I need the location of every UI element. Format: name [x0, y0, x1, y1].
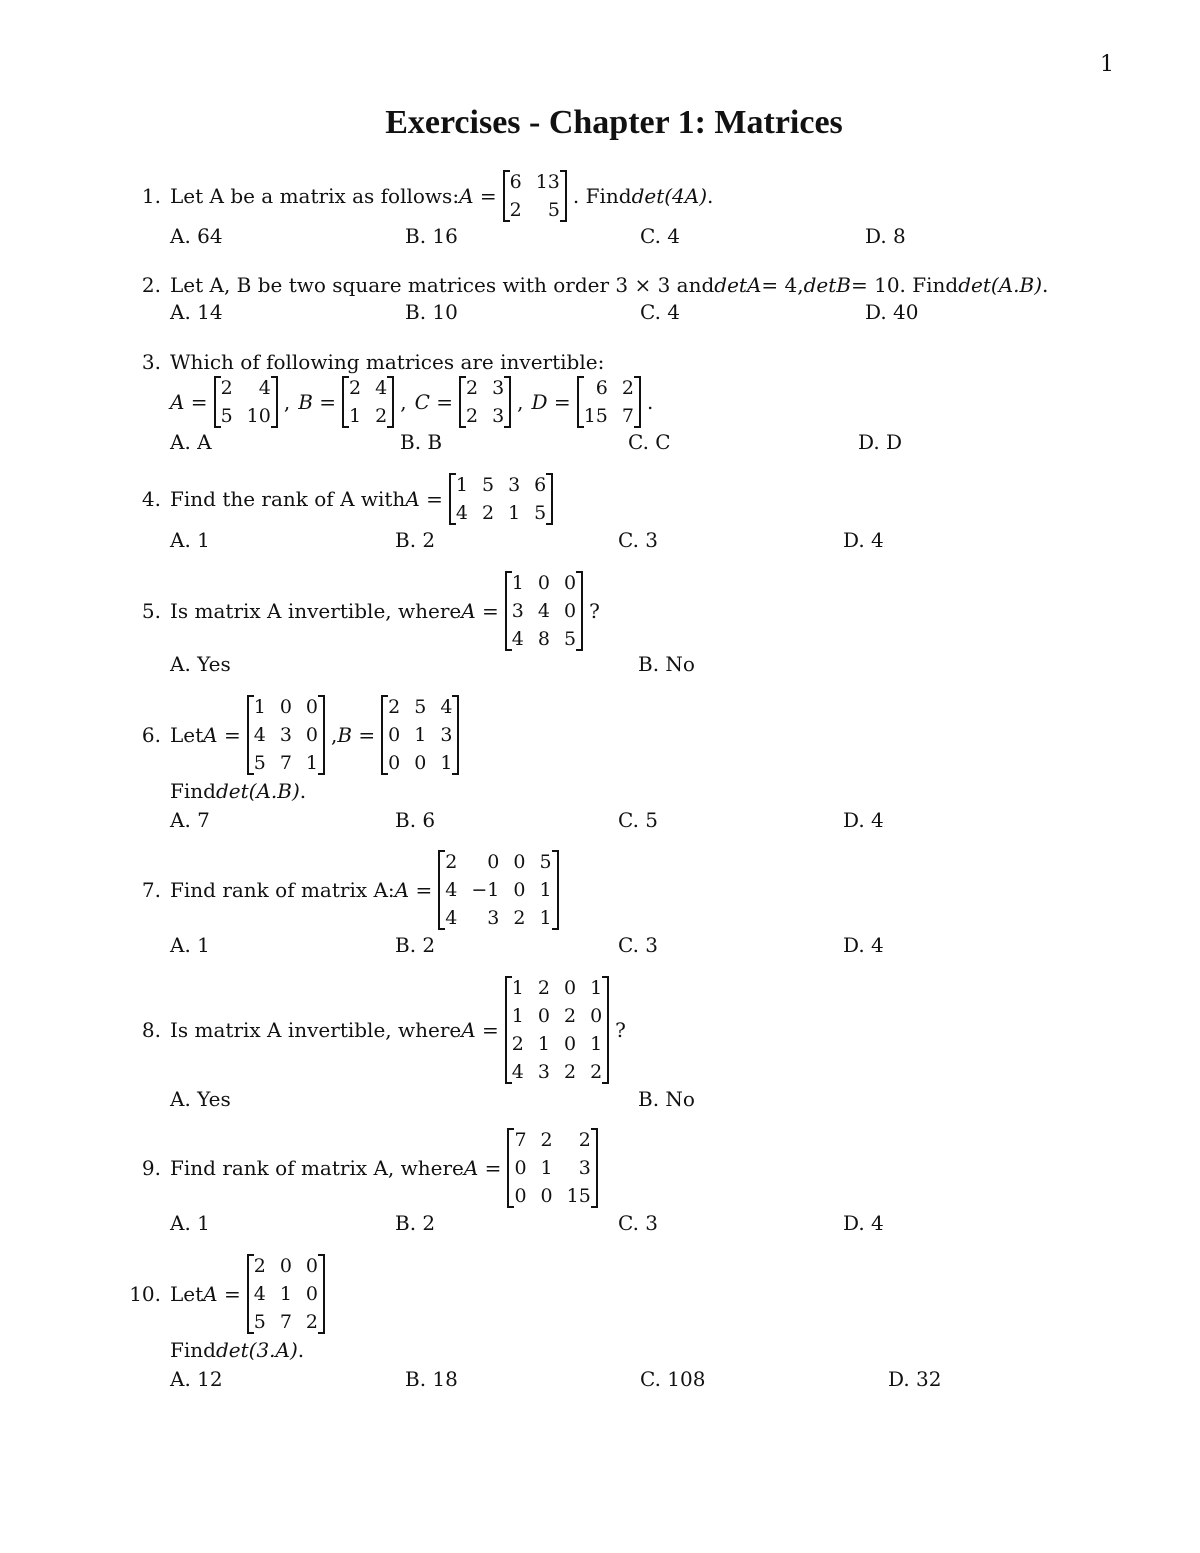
answer-option[interactable]: C. 4 [640, 300, 681, 324]
matrix-cell: 0 [279, 696, 292, 718]
matrix-cell: 1 [305, 752, 318, 774]
matrix-cell: 0 [305, 696, 318, 718]
answer-option[interactable]: A. 64 [170, 224, 223, 248]
matrix-cell: 0 [388, 752, 401, 774]
matrix-cell: 1 [511, 1005, 524, 1027]
question-text-part: . [1042, 273, 1049, 297]
math-expr: detA [714, 273, 762, 297]
answer-option[interactable]: B. 10 [405, 300, 458, 324]
matrix-cell: 7 [279, 752, 292, 774]
matrix-cell: 2 [349, 377, 362, 399]
question-text [170, 848, 565, 932]
matrix-cell: 0 [537, 1005, 550, 1027]
matrix-cell: 2 [537, 977, 550, 999]
matrix-cell: 7 [279, 1311, 292, 1333]
answer-option[interactable]: D. 8 [865, 224, 906, 248]
math-expr: detB [803, 273, 851, 297]
matrix-cell: 2 [578, 1129, 591, 1151]
matrix-cell: 5 [253, 752, 266, 774]
question-text-part: Find [170, 1338, 216, 1362]
matrix-cell: 1 [590, 977, 603, 999]
math-expr: C = [414, 390, 453, 414]
answer-option[interactable]: A. 14 [170, 300, 223, 324]
answer-option[interactable]: A. 7 [170, 808, 210, 832]
matrix-cell: 1 [540, 1157, 553, 1179]
question-number: 1. [141, 184, 161, 208]
matrix-cell: 1 [440, 752, 453, 774]
answer-option[interactable]: A. 1 [170, 1211, 210, 1235]
matrix-cell: 0 [279, 1255, 292, 1277]
question-text-part: = 10. Find [850, 273, 959, 297]
matrix-cell: 1 [508, 502, 521, 524]
matrix-cell: 2 [465, 377, 479, 399]
matrix-cell: 8 [537, 628, 550, 650]
matrix-cell: 5 [253, 1311, 266, 1333]
question-text [170, 168, 713, 224]
question-text-part: Find rank of matrix A: [170, 878, 395, 902]
question-text [170, 471, 559, 527]
matrix-cell: 2 [481, 502, 495, 524]
matrix-cell: 0 [513, 879, 526, 901]
matrix-cell: 0 [513, 851, 526, 873]
matrix [438, 848, 558, 932]
math-expr: A = [463, 1156, 502, 1180]
answer-option[interactable]: D. 4 [843, 1211, 884, 1235]
matrix-cell: 7 [514, 1129, 527, 1151]
matrix-row [170, 374, 661, 430]
question-text-part: Is matrix A invertible, where [170, 1018, 462, 1042]
math-expr: A = [203, 1282, 241, 1306]
question-text-part: Find rank of matrix A, where [170, 1156, 464, 1180]
question-text [170, 974, 626, 1086]
matrix-cell: 3 [537, 1061, 550, 1083]
matrix [459, 374, 511, 430]
question-text-part: Is matrix A invertible, where [170, 599, 462, 623]
answer-option[interactable]: C. 5 [618, 808, 659, 832]
answer-option[interactable]: A. Yes [170, 1087, 231, 1111]
matrix [505, 974, 609, 1086]
question-text-part: . [297, 1338, 305, 1362]
question-number: 5. [141, 599, 161, 623]
find-line [170, 1338, 304, 1362]
matrix-cell: 5 [481, 474, 495, 496]
math-expr: A = [461, 1018, 499, 1042]
answer-option[interactable]: D. 40 [865, 300, 919, 324]
answer-option[interactable]: C. 4 [640, 224, 681, 248]
matrix-cell: 0 [514, 1185, 527, 1207]
answer-option[interactable]: B. 18 [405, 1367, 458, 1391]
matrix-cell: 1 [590, 1033, 603, 1055]
matrix [507, 1126, 597, 1210]
math-expr: A = [459, 184, 497, 208]
matrix-cell: 2 [465, 405, 479, 427]
matrix-cell: 0 [590, 1005, 603, 1027]
matrix [342, 374, 394, 430]
matrix-cell: 2 [375, 405, 388, 427]
matrix-cell: 2 [220, 377, 233, 399]
answer-option[interactable]: A. Yes [170, 652, 231, 676]
matrix-cell: 1 [511, 977, 524, 999]
matrix-cell: 5 [534, 502, 547, 524]
matrix-cell: 4 [511, 628, 524, 650]
math-expr: B = [298, 390, 337, 414]
answer-option[interactable]: D. 4 [843, 933, 884, 957]
math-expr: det(A.B) [958, 273, 1043, 297]
matrix-cell: 4 [445, 907, 458, 929]
matrix-cell: 5 [414, 696, 427, 718]
math-expr: B = [337, 723, 376, 747]
question-number: 10. [129, 1282, 161, 1306]
matrix-cell: 1 [349, 405, 362, 427]
question-text-part: = 4, [761, 273, 804, 297]
question-text-part: Which of following matrices are invertible: [170, 350, 605, 374]
question-number: 6. [141, 723, 161, 747]
matrix-cell: 4 [511, 1061, 524, 1083]
question-text-part: . [299, 779, 307, 803]
matrix-cell: 2 [621, 377, 634, 399]
matrix-cell: 2 [563, 1061, 577, 1083]
question-number: 2. [141, 273, 161, 297]
matrix-cell: 13 [535, 171, 560, 193]
matrix-cell: 0 [540, 1185, 553, 1207]
question-text-part: . [707, 184, 714, 208]
matrix-cell: 7 [621, 405, 634, 427]
question-text [170, 350, 604, 374]
matrix-cell: 4 [253, 1283, 266, 1305]
matrix [449, 471, 553, 527]
matrix-cell: 2 [511, 1033, 524, 1055]
question-text-part: Let [170, 1282, 204, 1306]
math-expr: A = [405, 487, 443, 511]
matrix-cell: 6 [509, 171, 522, 193]
matrix-cell: 2 [445, 851, 458, 873]
answer-option[interactable]: C. C [628, 430, 671, 454]
question-text-part: . Find [572, 184, 632, 208]
math-expr: A = [203, 723, 241, 747]
question-text-part: ? [615, 1018, 626, 1042]
matrix-cell: 0 [388, 724, 401, 746]
math-expr: det(A.B) [215, 779, 300, 803]
matrix-cell: 3 [487, 907, 500, 929]
math-expr: D = [531, 390, 571, 414]
matrix [381, 693, 459, 777]
matrix-cell: 10 [246, 405, 271, 427]
answer-option[interactable]: B. B [400, 430, 443, 454]
matrix [247, 693, 325, 777]
matrix-cell: 15 [566, 1185, 591, 1207]
answer-option[interactable]: C. 3 [618, 933, 659, 957]
matrix-cell: 4 [440, 696, 453, 718]
separator: . [646, 390, 654, 414]
answer-option[interactable]: B. 2 [395, 1211, 436, 1235]
matrix-cell: 2 [388, 696, 401, 718]
question-text-part: ? [589, 599, 600, 623]
math-expr: det(3.A) [215, 1338, 298, 1362]
answer-option[interactable]: C. 3 [618, 528, 659, 552]
question-text [170, 273, 1048, 297]
page-title: Exercises - Chapter 1: Matrices [385, 104, 843, 141]
question-text [170, 1252, 331, 1336]
page-number: 1 [1100, 52, 1114, 77]
matrix-cell: 1 [253, 696, 266, 718]
matrix-cell: 3 [578, 1157, 591, 1179]
matrix-cell: 4 [445, 879, 458, 901]
question-text-part: Let A be a matrix as follows: [170, 184, 460, 208]
question-text-part: Find the rank of A with [170, 487, 406, 511]
question-text-part: Let A, B be two square matrices with order 3 × 3 and [170, 273, 715, 297]
matrix-cell: 4 [258, 377, 271, 399]
answer-option[interactable]: B. No [638, 1087, 695, 1111]
separator: , [283, 390, 291, 414]
matrix [503, 168, 567, 224]
matrix-cell: 5 [563, 628, 577, 650]
matrix-cell: 3 [440, 724, 453, 746]
question-text [170, 1126, 604, 1210]
question-number: 7. [141, 878, 161, 902]
matrix-cell: 5 [539, 851, 552, 873]
answer-option[interactable]: A. 12 [170, 1367, 223, 1391]
matrix-cell: 0 [305, 724, 318, 746]
matrix-cell: 0 [487, 851, 500, 873]
separator: , [400, 390, 407, 414]
question-text [170, 569, 600, 653]
answer-option[interactable]: A. 1 [170, 933, 210, 957]
answer-option[interactable]: D. 32 [888, 1367, 942, 1391]
matrix-cell: 3 [279, 724, 292, 746]
find-line [170, 779, 306, 803]
answer-option[interactable]: C. 108 [640, 1367, 706, 1391]
math-expr: A = [394, 878, 433, 902]
answer-option[interactable]: C. 3 [618, 1211, 659, 1235]
math-expr: A = [461, 599, 499, 623]
matrix-cell: 15 [583, 405, 608, 427]
matrix-cell: −1 [471, 879, 500, 901]
matrix-cell: 1 [539, 879, 552, 901]
matrix-cell: 2 [513, 907, 526, 929]
matrix-cell: 0 [414, 752, 427, 774]
matrix-cell: 6 [595, 377, 608, 399]
matrix-cell: 4 [253, 724, 266, 746]
matrix [214, 374, 278, 430]
matrix-cell: 1 [279, 1283, 292, 1305]
question-text [170, 693, 465, 777]
matrix [247, 1252, 325, 1336]
answer-option[interactable]: B. 6 [395, 808, 436, 832]
answer-option[interactable]: B. No [638, 652, 695, 676]
question-number: 8. [141, 1018, 161, 1042]
matrix-cell: 2 [253, 1255, 266, 1277]
matrix-cell: 0 [537, 572, 550, 594]
matrix-cell: 3 [511, 600, 524, 622]
matrix-cell: 3 [492, 405, 505, 427]
question-text-part: Let [170, 723, 204, 747]
matrix-cell: 2 [305, 1311, 318, 1333]
answer-option[interactable]: D. 4 [843, 808, 884, 832]
matrix [505, 569, 583, 653]
answer-option[interactable]: B. 2 [395, 528, 436, 552]
matrix-cell: 5 [547, 199, 560, 221]
matrix-cell: 2 [509, 199, 522, 221]
matrix [577, 374, 641, 430]
question-number: 3. [141, 350, 161, 374]
question-number: 9. [141, 1156, 161, 1180]
matrix-cell: 2 [540, 1129, 553, 1151]
answer-option[interactable]: B. 2 [395, 933, 436, 957]
matrix-cell: 4 [375, 377, 388, 399]
matrix-cell: 0 [563, 977, 577, 999]
matrix-cell: 1 [455, 474, 468, 496]
answer-option[interactable]: B. 16 [405, 224, 458, 248]
separator: , [517, 390, 524, 414]
matrix-cell: 0 [563, 600, 577, 622]
math-expr: A = [170, 390, 208, 414]
matrix-cell: 3 [492, 377, 505, 399]
question-number: 4. [141, 487, 161, 511]
matrix-cell: 0 [305, 1283, 318, 1305]
answer-option[interactable]: A. 1 [170, 528, 210, 552]
matrix-cell: 1 [539, 907, 552, 929]
matrix-cell: 1 [511, 572, 524, 594]
matrix-cell: 4 [455, 502, 468, 524]
matrix-cell: 1 [414, 724, 427, 746]
answer-option[interactable]: D. 4 [843, 528, 884, 552]
matrix-cell: 3 [508, 474, 521, 496]
matrix-cell: 1 [537, 1033, 550, 1055]
matrix-cell: 0 [563, 572, 577, 594]
matrix-cell: 6 [534, 474, 547, 496]
matrix-cell: 0 [305, 1255, 318, 1277]
question-text-part: Find [170, 779, 216, 803]
matrix-cell: 4 [537, 600, 550, 622]
matrix-cell: 2 [563, 1005, 577, 1027]
matrix-cell: 5 [220, 405, 233, 427]
math-expr: det(4A) [631, 184, 708, 208]
matrix-cell: 0 [514, 1157, 527, 1179]
matrix-cell: 0 [563, 1033, 577, 1055]
question-text-part: , [331, 723, 338, 747]
answer-option[interactable]: A. A [170, 430, 212, 454]
matrix-cell: 2 [590, 1061, 603, 1083]
answer-option[interactable]: D. D [858, 430, 903, 454]
